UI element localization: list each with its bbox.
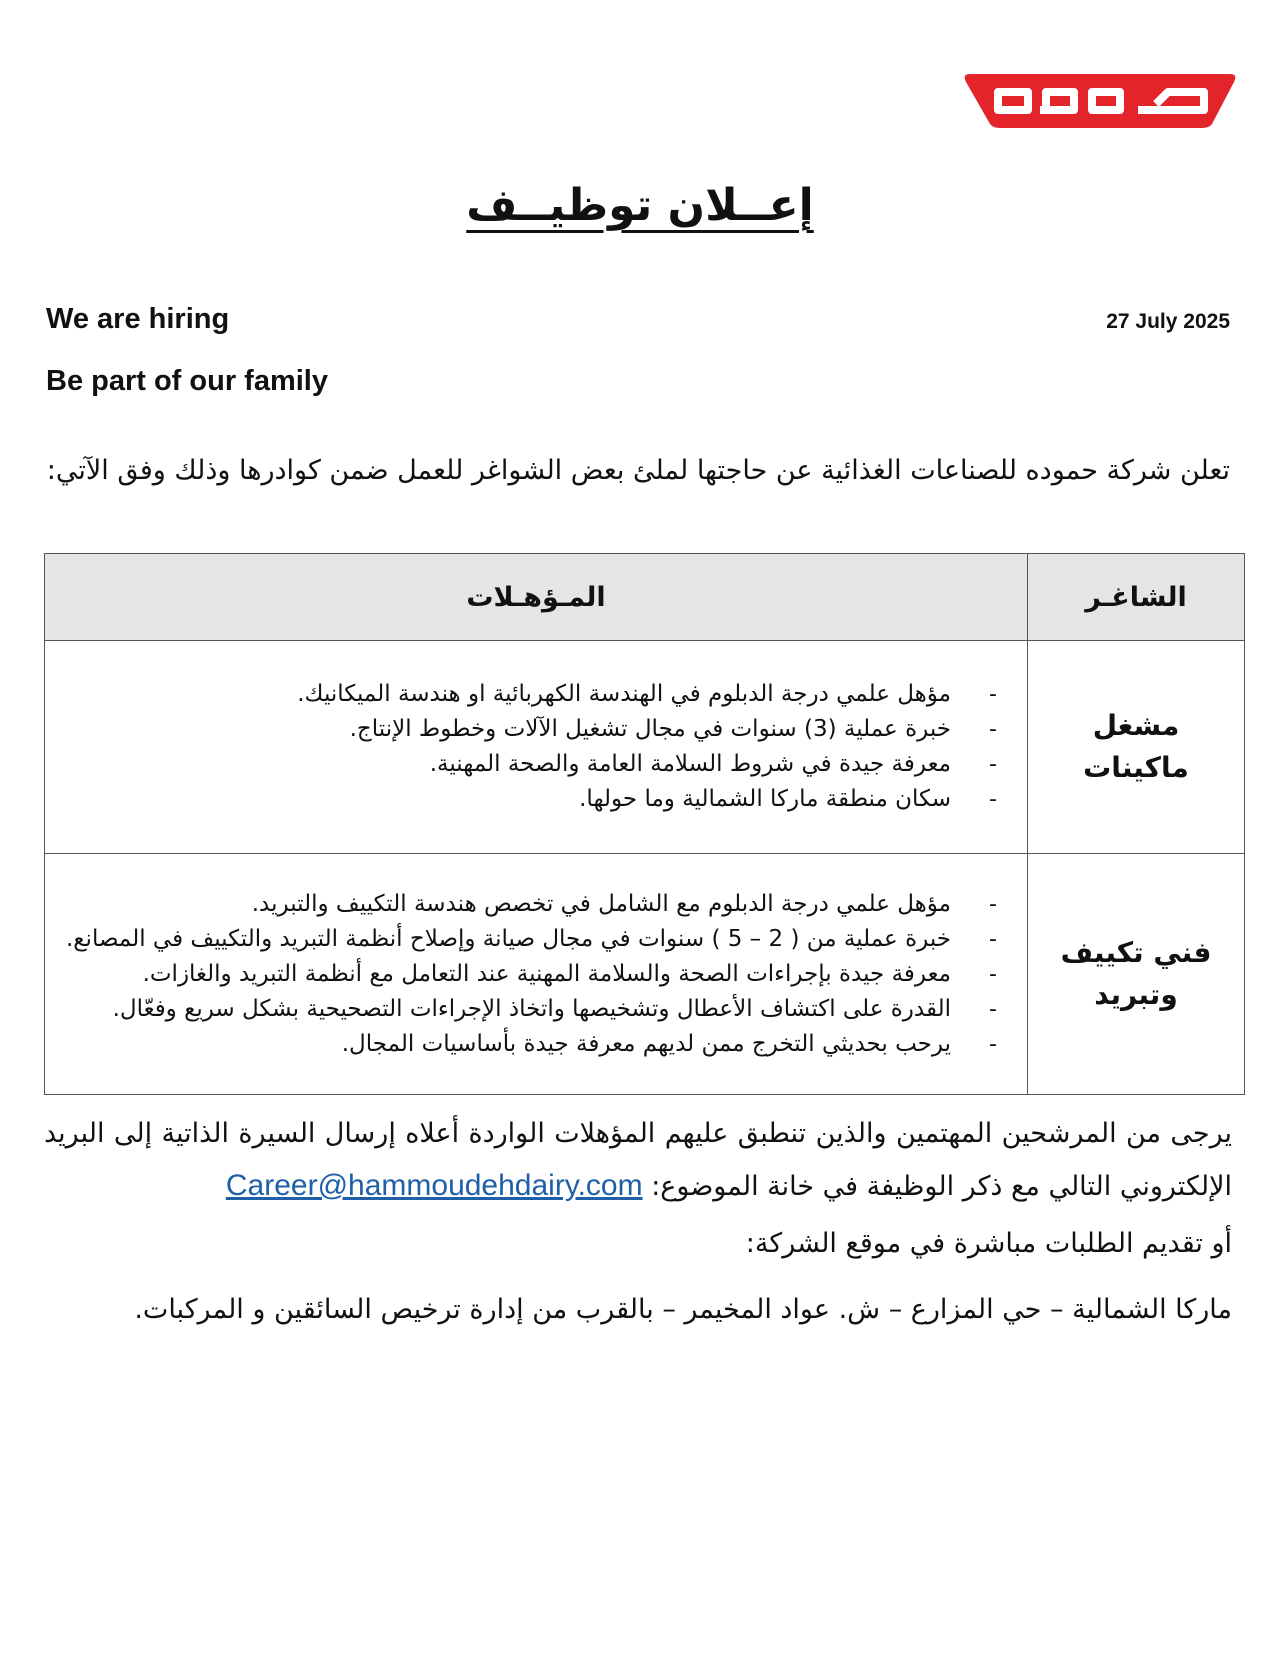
direct-application-text: أو تقديم الطلبات مباشرة في موقع الشركة:	[745, 1228, 1232, 1259]
announcement-title	[0, 180, 1280, 231]
career-email-link[interactable]: Career@hammoudehdairy.com	[225, 1169, 643, 1202]
list-item: - يرحب بحديثي التخرج ممن لديهم معرفة جيدة بأساسيات المجال.	[57, 1027, 997, 1062]
header-qualifications: المـؤهـلات	[45, 554, 1028, 641]
table-header-row	[45, 554, 1245, 641]
list-item: - القدرة على اكتشاف الأعطال وتشخيصها واتخاذ الإجراءات التصحيحية بشكل سريع وفعّال.	[57, 992, 997, 1027]
title-text: إعــلان توظيــف	[466, 180, 814, 231]
qualifications-cell	[45, 641, 1028, 854]
intro-paragraph: تعلن شركة حموده للصناعات الغذائية عن حاجتها لملئ بعض الشواغر للعمل ضمن كوادرها وذلك وفق الآتي:	[46, 455, 1230, 486]
list-item: - معرفة جيدة في شروط السلامة العامة والصحة المهنية.	[57, 747, 997, 782]
list-item: - خبرة عملية من ( 2 – 5 ) سنوات في مجال صيانة وإصلاح أنظمة التبريد والتكييف في المصانع.	[57, 922, 997, 957]
table-row	[45, 854, 1245, 1095]
application-text: يرجى من المرشحين المهتمين والذين تنطبق عليهم المؤهلات الواردة أعلاه إرسال السيرة الذاتية إلى البريد الإلكتروني التالي مع ذكر الوظيفة في خانة الموضوع:	[44, 1118, 1232, 1202]
header-position: الشاغـر	[1028, 554, 1245, 641]
vacancies-table	[44, 553, 1245, 1095]
list-item: - مؤهل علمي درجة الدبلوم مع الشامل في تخصص هندسة التكييف والتبريد.	[57, 887, 997, 922]
position-machine-operator: مشغل ماكينات	[1028, 641, 1245, 854]
application-instructions	[44, 1108, 1232, 1213]
list-item: - معرفة جيدة بإجراءات الصحة والسلامة المهنية عند التعامل مع أنظمة التبريد والغازات.	[57, 957, 997, 992]
company-address: ماركا الشمالية – حي المزارع – ش. عواد المخيمر – بالقرب من إدارة ترخيص السائقين و المركبات.	[134, 1294, 1232, 1325]
list-item: - مؤهل علمي درجة الدبلوم في الهندسة الكهربائية او هندسة الميكانيك.	[57, 677, 997, 712]
family-subheading: Be part of our family	[46, 365, 328, 397]
list-item: - خبرة عملية (3) سنوات في مجال تشغيل الآلات وخطوط الإنتاج.	[57, 712, 997, 747]
table-row	[45, 641, 1245, 854]
position-hvac-technician: فني تكييف وتبريد	[1028, 854, 1245, 1095]
announcement-date: 27 July 2025	[1106, 310, 1230, 333]
requirements-list	[57, 677, 997, 817]
requirements-list	[57, 887, 997, 1062]
hiring-heading: We are hiring	[46, 303, 230, 335]
list-item: - سكان منطقة ماركا الشمالية وما حولها.	[57, 782, 997, 817]
logo-badge	[960, 70, 1240, 130]
qualifications-cell	[45, 854, 1028, 1095]
company-logo	[960, 70, 1240, 130]
